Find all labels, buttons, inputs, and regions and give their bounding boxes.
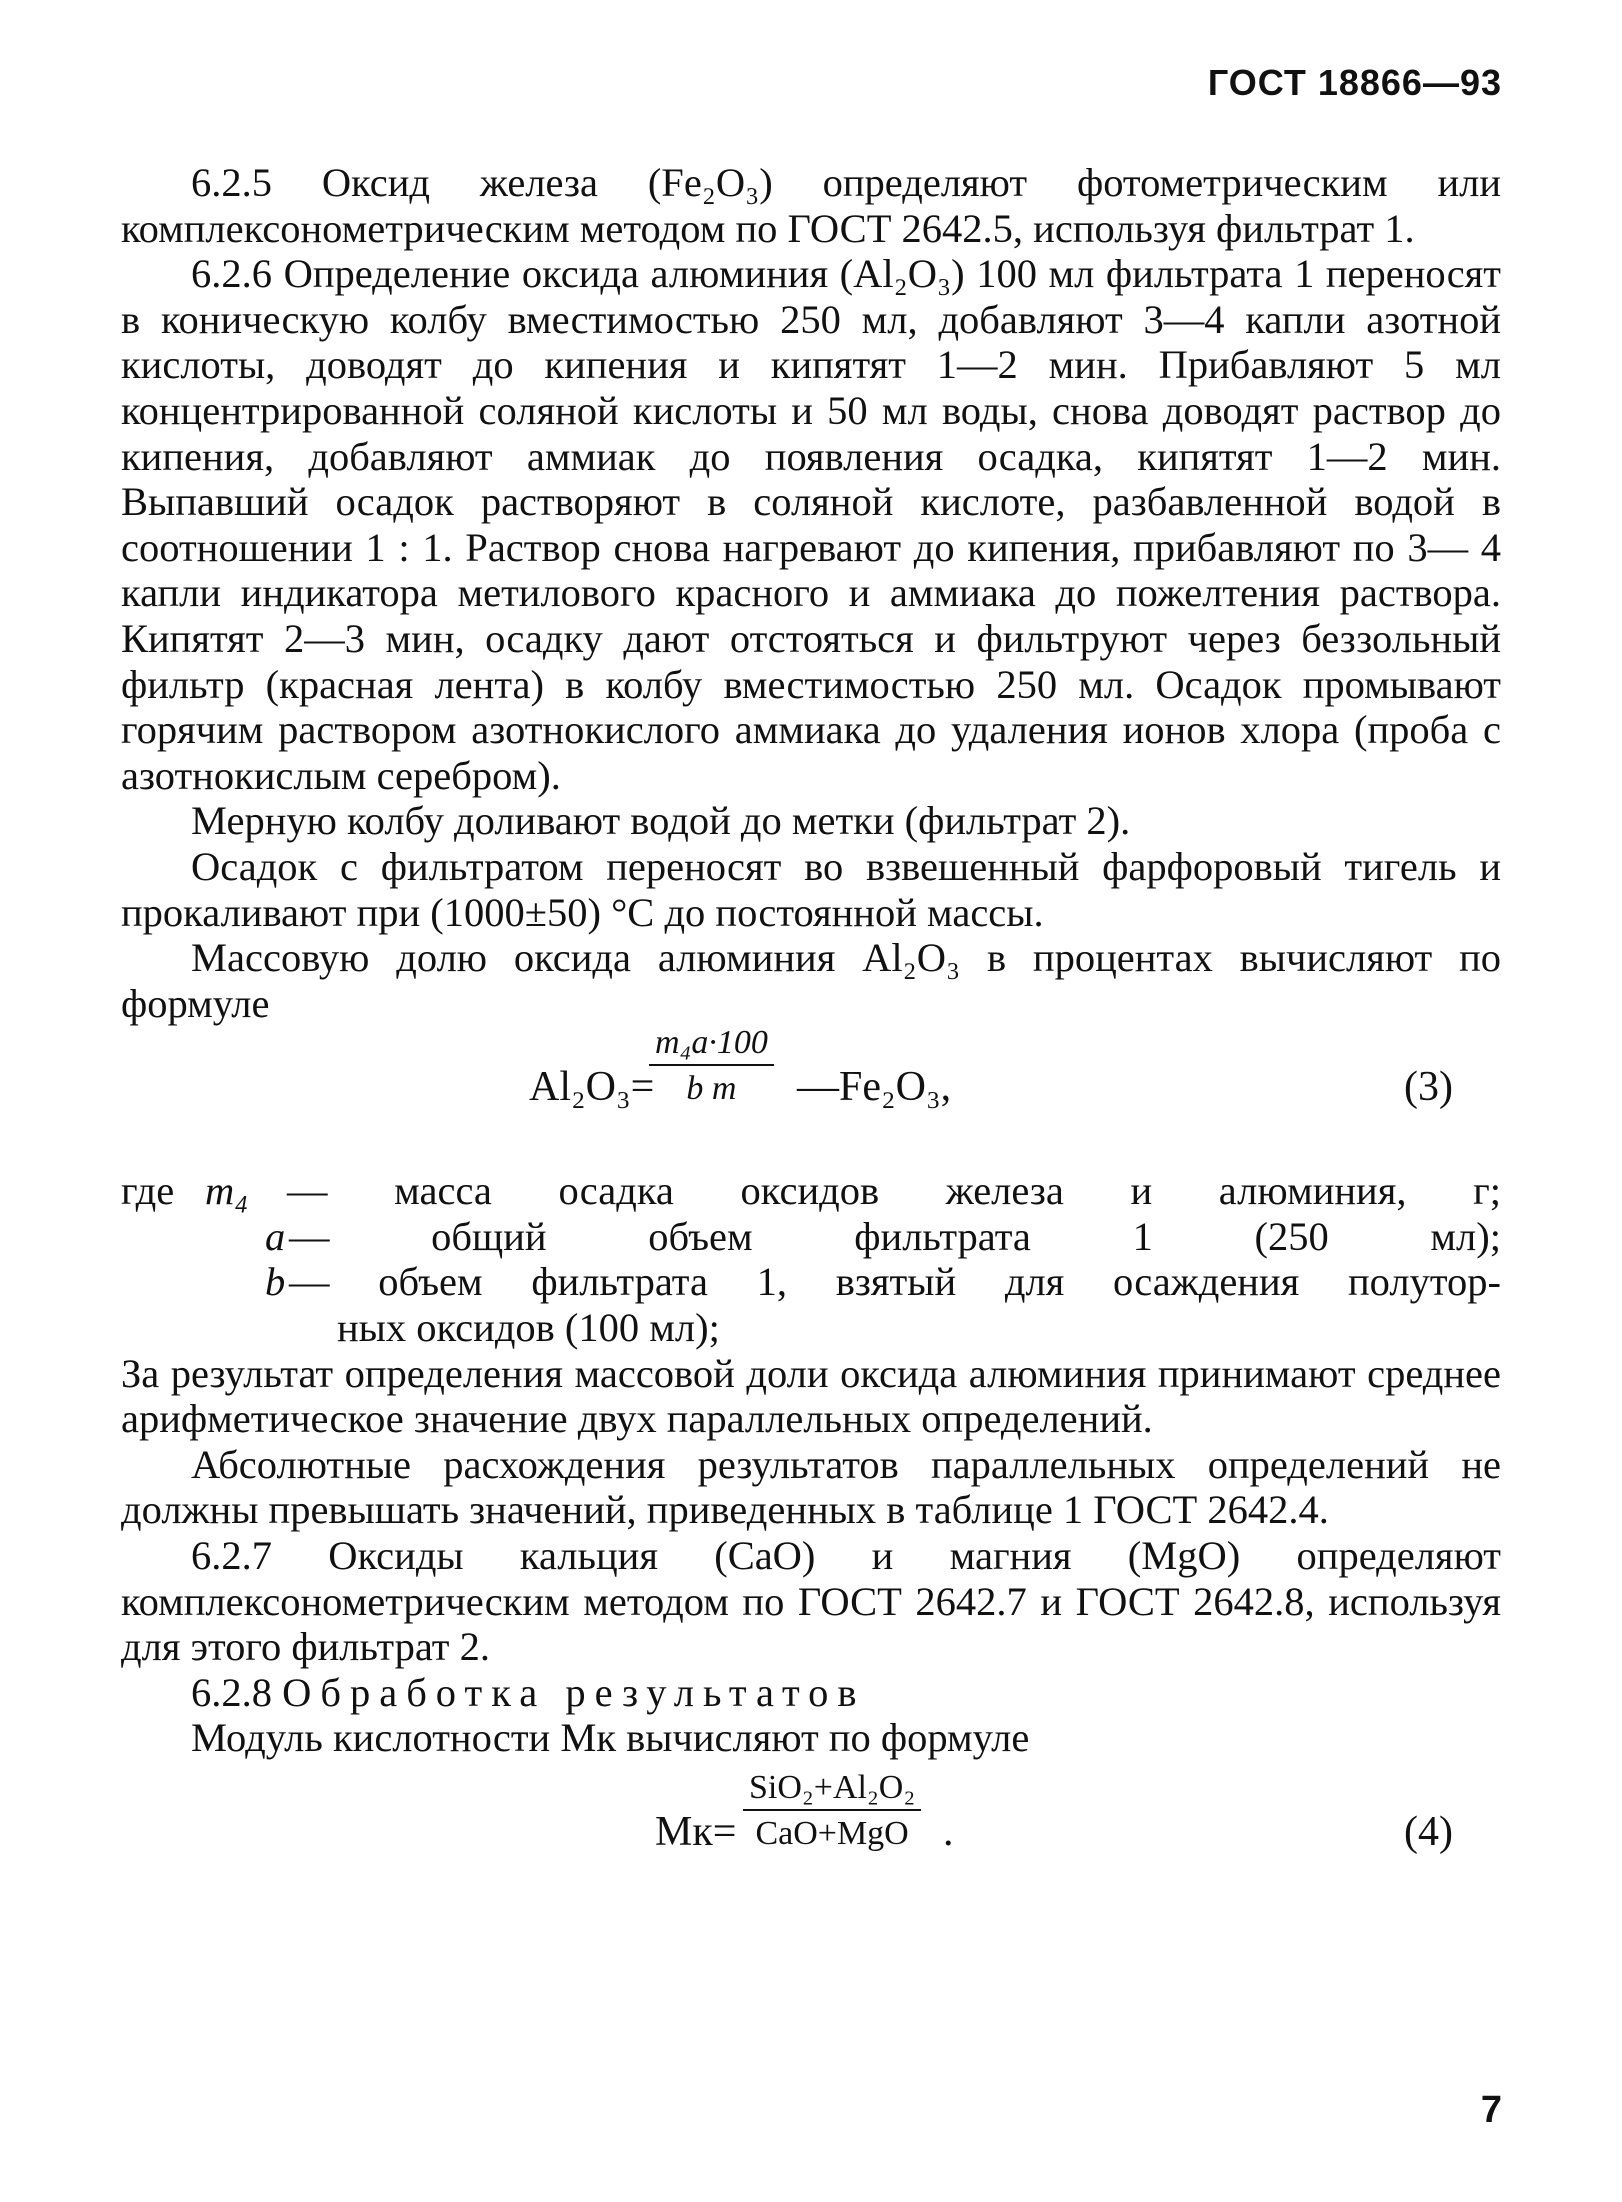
paragraph-flask: Мерную колбу доливают водой до метки (фильтрат 2). — [191, 798, 1131, 844]
formula-4-lhs: Mк= — [655, 1809, 737, 1855]
paragraph-acidity-modulus: Модуль кислотности Mк вычисляют по формуле — [191, 1715, 1030, 1761]
formula-4 — [121, 1771, 1501, 1911]
definition-m4-text: — масса осадка оксидов железа и алюминия, г; — [287, 1168, 1501, 1214]
formula-4-fraction — [743, 1771, 921, 1851]
definition-a-text: — общий объем фильтрата 1 (250 мл); — [289, 1213, 1501, 1259]
formula-4-rest: . — [943, 1809, 954, 1855]
section-6-2-8-number: 6.2.8 — [191, 1669, 272, 1715]
paragraph-6-2-5: 6.2.5 Оксид железа (Fe₂O₃) определяют фотометрическим или комплексонометрическим методом по ГОСТ 2642.5, используя фильтрат 1. — [121, 160, 1501, 251]
formula-4-numerator: SiO₂+Al₂O₂ — [743, 1771, 921, 1811]
paragraph-absolute-discrepancy: Абсолютные расхождения результатов параллельных определений не должны превышать значений, приведенных в таблице 1 ГОСТ 2642.4. — [121, 1441, 1501, 1533]
symbol-b: b — [265, 1259, 286, 1305]
formula-3-number: (3) — [1404, 1064, 1453, 1111]
definition-a — [121, 1214, 1501, 1260]
variable-definitions — [121, 1168, 1501, 1350]
definitions-intro: где — [121, 1168, 175, 1214]
section-6-2-8-title: Обработка результатов — [282, 1669, 866, 1715]
definition-b-continued — [121, 1305, 1501, 1351]
page-header: ГОСТ 18866—93 — [1207, 62, 1502, 103]
paragraph-6-2-8 — [121, 1670, 1501, 1716]
formula-3-denominator: b m — [686, 1070, 737, 1108]
paragraph-6-2-6: 6.2.6 Определение оксида алюминия (Al₂O₃) 100 мл фильтрата 1 переносят в коническую колбу вместимостью 250 мл, добавляют 3—4 капли азотной кислоты, доводят до кипения и кипятят 1—2 мин. Прибавляют 5 мл концентрированной соляной кислоты и 50 мл воды, снова доводят раствор до кипения, добавляют аммиак до появления осадка, кипятят 1—2 мин. Выпавший осадок растворяют в соляной кислоте, разбавленной водой в соотношении 1 : 1. Раствор снова нагревают до кипения, прибавляют по 3— 4 капли индикатора метилового красного и аммиака до пожелтения раствора. Кипятят 2—3 мин, осадку дают отстояться и фильтруют через беззольный фильтр (красная лента) в колбу вместимостью 250 мл. Осадок промывают горячим раствором азотнокислого аммиака до удаления ионов хлора (проба с азотнокислым серебром). — [121, 251, 1501, 798]
definition-m4 — [121, 1168, 1501, 1214]
formula-4-denominator: CaO+MgO — [755, 1815, 909, 1852]
paragraph-result: За результат определения массовой доли оксида алюминия принимают среднее арифметическое значение двух параллельных определений. — [121, 1350, 1501, 1442]
symbol-a: a — [265, 1213, 286, 1259]
definition-b-text-1: — объем фильтрата 1, взятый для осаждения полутор- — [289, 1259, 1501, 1305]
definition-b-text-2: ных оксидов (100 мл); — [337, 1305, 720, 1351]
paragraph-6-2-7: 6.2.7 Оксиды кальция (CaO) и магния (MgO) определяют комплексонометрическим методом по ГОСТ 2642.7 и ГОСТ 2642.8, используя для этого фильтрат 2. — [121, 1533, 1501, 1670]
paragraph-sediment: Осадок с фильтратом переносят во взвешенный фарфоровый тигель и прокаливают при (1000±50) °С до постоянной массы. — [121, 843, 1501, 935]
formula-3-fraction — [649, 1026, 774, 1106]
definition-b — [121, 1259, 1501, 1305]
page-number: 7 — [1480, 2089, 1502, 2131]
formula-3-lhs: Al₂O₃= — [529, 1064, 655, 1111]
symbol-m4: m₄ — [205, 1168, 249, 1214]
formula-3-numerator: m₄a·100 — [649, 1026, 774, 1066]
formula-4-number: (4) — [1404, 1809, 1453, 1855]
document-body — [121, 160, 1501, 1911]
formula-3 — [121, 1026, 1501, 1168]
paragraph-mass-fraction: Массовую долю оксида алюминия Al₂O₃ в процентах вычисляют по формуле — [121, 935, 1501, 1026]
formula-3-rest: —Fe₂O₃, — [797, 1064, 952, 1111]
